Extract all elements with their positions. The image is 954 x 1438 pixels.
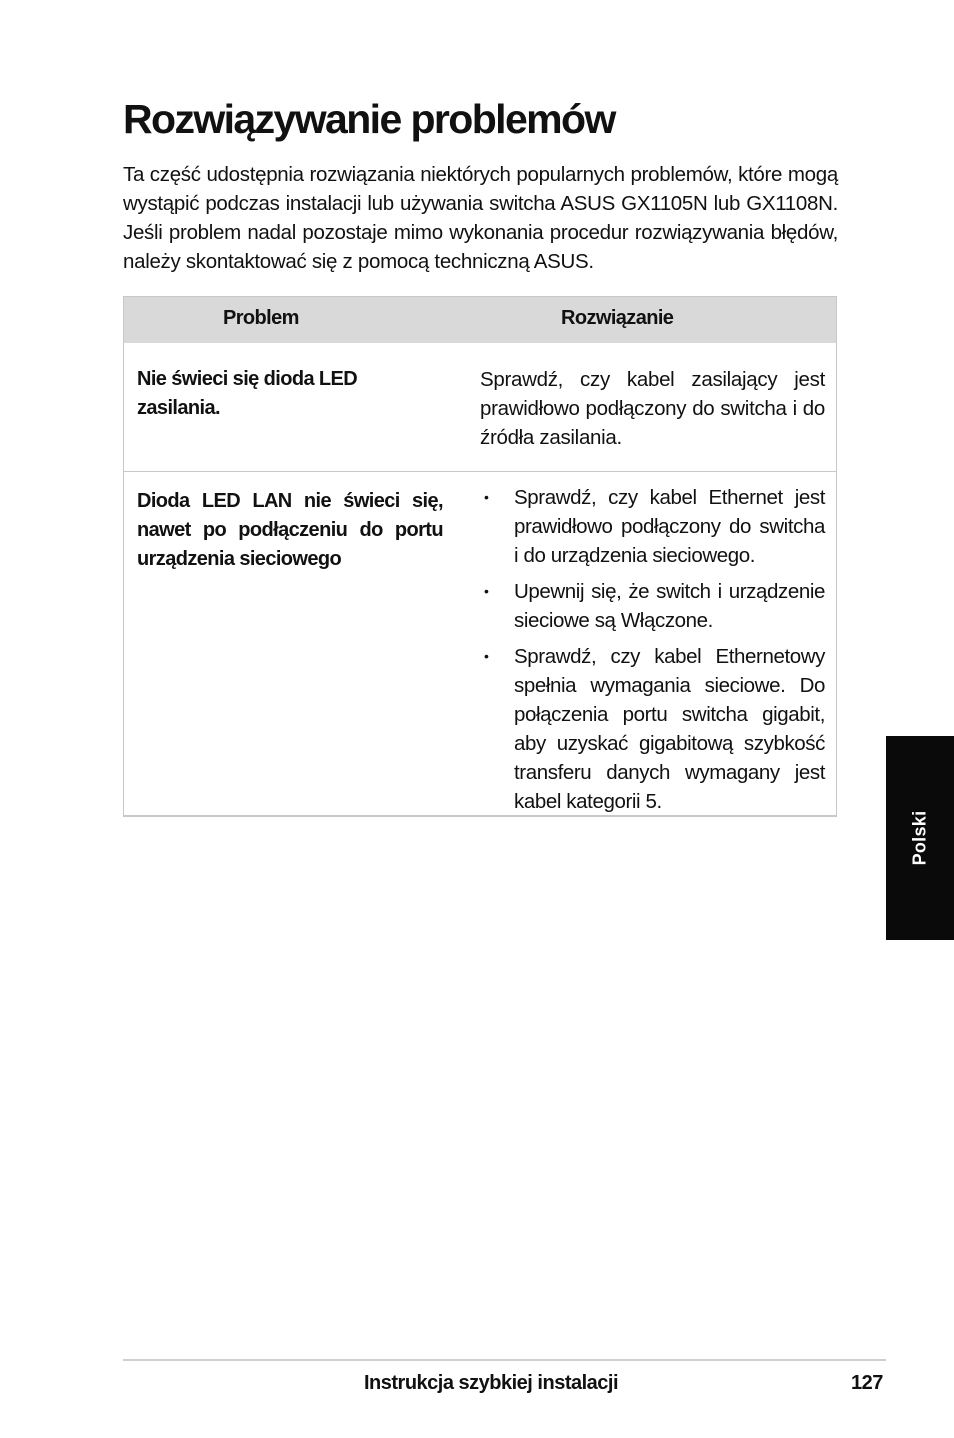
solution-text: Upewnij się, że switch i urządzenie sieciowe są Włączone.	[514, 580, 825, 632]
language-tab	[886, 736, 954, 940]
solution-list-item	[480, 642, 825, 816]
page-title: Rozwiązywanie problemów	[123, 96, 615, 142]
solution-cell: Sprawdź, czy kabel zasilający jest prawidłowo podłączony do switcha i do źródła zasilania.	[480, 368, 825, 449]
header-solution: Rozwiązanie	[561, 307, 674, 329]
solution-list-item	[480, 577, 825, 635]
intro-paragraph: Ta część udostępnia rozwiązania niektórych popularnych problemów, które mogą wystąpić podczas instalacji lub używania switcha ASUS GX1105N lub GX1108N. Jeśli problem nadal pozostaje mimo wykonania procedur rozwiązywania błędów, należy skontaktować się z pomocą techniczną ASUS.	[123, 163, 838, 273]
footer-divider	[123, 1359, 886, 1361]
bullet-icon: •	[484, 583, 489, 599]
solution-list	[480, 483, 825, 823]
problem-cell: Dioda LED LAN nie świeci się, nawet po podłączeniu do portu urządzenia sieciowego	[137, 490, 443, 570]
bullet-icon: •	[484, 648, 489, 664]
table-header	[124, 297, 836, 343]
page-number: 127	[851, 1372, 883, 1394]
bullet-icon: •	[484, 489, 489, 505]
troubleshooting-table	[123, 296, 837, 817]
footer-title: Instrukcja szybkiej instalacji	[364, 1372, 619, 1394]
table-row	[124, 472, 836, 815]
solution-text: Sprawdź, czy kabel Ethernet jest prawidłowo podłączony do switcha i do urządzenia sieciowego.	[514, 486, 825, 567]
problem-cell: Nie świeci się dioda LED zasilania.	[137, 368, 358, 419]
header-problem: Problem	[223, 307, 299, 329]
solution-list-item	[480, 483, 825, 570]
solution-text: Sprawdź, czy kabel Ethernetowy spełnia wymagania sieciowe. Do połączenia portu switcha gigabit, aby uzyskać gigabitową szybkość transferu danych wymagany jest kabel kategorii 5.	[514, 645, 825, 813]
table-row	[124, 343, 836, 472]
language-tab-label: Polski	[909, 810, 930, 866]
